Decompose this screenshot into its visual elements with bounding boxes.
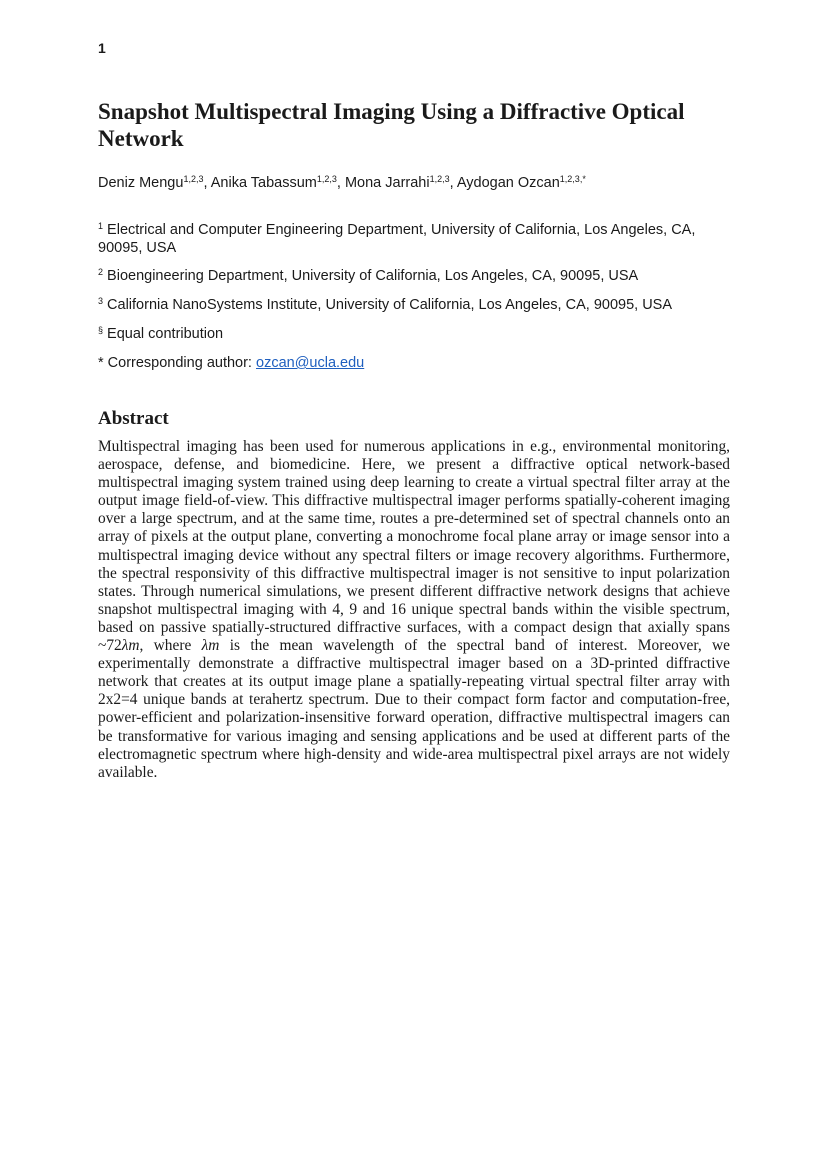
affiliation-mark: § — [98, 325, 104, 335]
author-1 — [98, 175, 211, 191]
corresponding-label: * Corresponding author: — [98, 355, 256, 371]
paper-title: Snapshot Multispectral Imaging Using a Diffractive Optical Network — [98, 99, 685, 151]
affiliation-mark: 3 — [98, 296, 104, 306]
affiliation-2 — [98, 267, 718, 285]
author-separator: , — [336, 175, 345, 191]
abstract-heading: Abstract — [98, 408, 169, 429]
affiliation-3 — [98, 296, 718, 314]
equal-contribution-note — [98, 325, 718, 343]
email-link[interactable]: ozcan@ucla.edu — [256, 355, 365, 371]
affiliation-mark: 1 — [98, 221, 104, 231]
affiliation-text: California NanoSystems Institute, University of California, Los Angeles, CA, 90095, USA — [107, 297, 673, 313]
author-affiliation-marks: 1,2,3 — [316, 174, 337, 184]
author-separator: , — [449, 175, 457, 191]
author-name: Deniz Mengu — [98, 175, 184, 191]
abstract-text-part-1: Multispectral imaging has been used for numerous applications in e.g., environmental monitoring, aerospace, defense, and biomedicine. Here, we present a diffractive optical network-based multispectral imaging system trained using deep learning to create a virtual spectral filter array at the output image field-of-view. This diffractive multispectral imager performs spatially-coherent imaging over a large spectrum, and at the same time, routes a pre-determined set of spectral channels onto an array of pixels at the output plane, converting a monochrome focal plane array or image sensor into a multispectral imaging device without any spectral filters or image recovery algorithms. Furthermore, the spectral responsivity of this diffractive multispectral imager is not sensitive to input polarization states. Through numerical simulations, we present different diffractive network designs that achieve snapshot multispectral imaging with 4, 9 and 16 unique spectral bands within the visible spectrum, based on passive spatially-structured diffractive surfaces, with a compact design that axially spans ~72 — [98, 438, 730, 655]
abstract-text-part-2: , where — [139, 637, 202, 655]
abstract-text — [98, 438, 730, 782]
corresponding-author — [98, 354, 718, 372]
author-2 — [211, 175, 345, 191]
math-lambda-m: λm — [121, 637, 140, 655]
author-separator: , — [203, 175, 211, 191]
author-name: Mona Jarrahi — [344, 175, 430, 191]
abstract-text-part-3: is the mean wavelength of the spectral band of interest. Moreover, we experimentally demonstrate a diffractive multispectral imager based on a 3D-printed diffractive network that creates at its output image plane a spatially-repeating virtual spectral filter array with 2x2=4 unique bands at terahertz spectrum. Due to their compact form factor and computation-free, power-efficient and polarization-insensitive forward operation, diffractive multispectral imagers can be transformative for various imaging and sensing applications and be used at different parts of the electromagnetic spectrum where high-density and wide-area multispectral pixel arrays are not widely available. — [98, 637, 731, 781]
affiliation-1 — [98, 221, 718, 257]
math-lambda-m: λm — [201, 637, 220, 655]
affiliation-text: Electrical and Computer Engineering Department, University of California, Los Angeles, CA, 90095, USA — [98, 222, 696, 256]
affiliation-text: Equal contribution — [107, 326, 224, 342]
author-affiliation-marks: 1,2,3,* — [559, 174, 586, 184]
author-list — [98, 173, 738, 193]
affiliation-mark: 2 — [98, 267, 104, 277]
author-name: Anika Tabassum — [210, 175, 317, 191]
author-3 — [345, 175, 457, 191]
affiliation-text: Bioengineering Department, University of California, Los Angeles, CA, 90095, USA — [107, 268, 639, 284]
author-4 — [457, 175, 586, 191]
author-affiliation-marks: 1,2,3 — [183, 174, 204, 184]
page-number: 1 — [98, 40, 106, 56]
author-affiliation-marks: 1,2,3 — [429, 174, 450, 184]
author-name: Aydogan Ozcan — [456, 175, 560, 191]
